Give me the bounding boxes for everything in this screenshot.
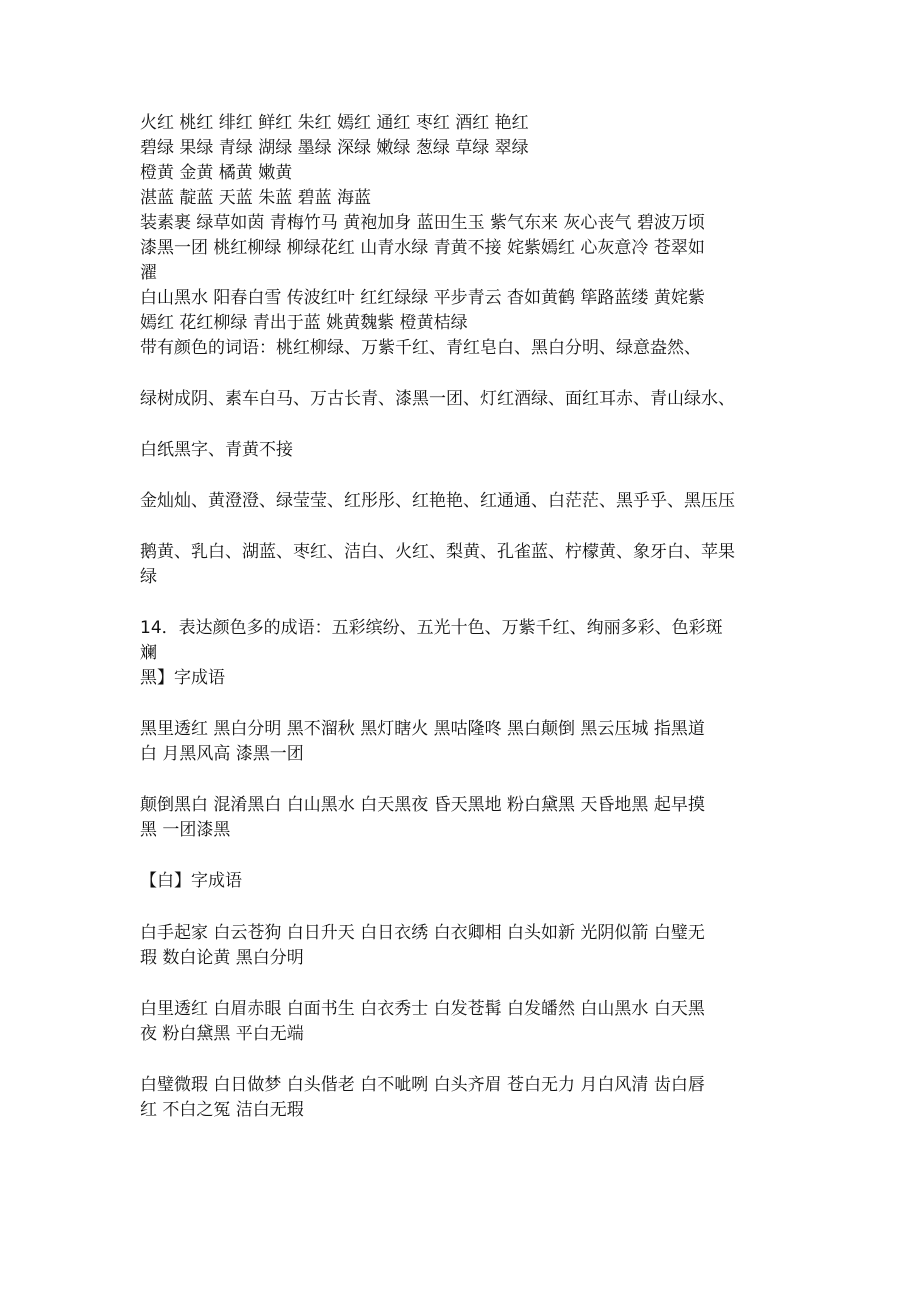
- paragraph-gap: [140, 894, 800, 921]
- section-heading: 黑】字成语: [140, 668, 225, 688]
- paragraph-gap: [140, 971, 800, 997]
- text-line: 湛蓝 靛蓝 天蓝 朱蓝 碧蓝 海蓝: [140, 188, 372, 208]
- text-line: 漆黑一团 桃红柳绿 柳绿花红 山青水绿 青黄不接 姹紫嫣红 心灰意冷 苍翠如: [140, 238, 705, 258]
- section-heading: 【白】字成语: [140, 871, 242, 891]
- paragraph-gap: [140, 514, 800, 540]
- text-line: 橙黄 金黄 橘黄 嫩黄: [140, 163, 293, 183]
- text-line: 白手起家 白云苍狗 白日升天 白日衣绣 白衣卿相 白头如新 光阴似箭 白璧无: [140, 923, 705, 943]
- paragraph-gap: [140, 691, 800, 717]
- text-line: 嫣红 花红柳绿 青出于蓝 姚黄魏紫 橙黄桔绿: [140, 313, 468, 333]
- text-line: 碧绿 果绿 青绿 湖绿 墨绿 深绿 嫩绿 葱绿 草绿 翠绿: [140, 138, 529, 158]
- text-line: 颠倒黑白 混淆黑白 白山黑水 白天黑夜 昏天黑地 粉白黛黑 天昏地黑 起早摸: [140, 795, 705, 815]
- text-line: 斓: [140, 643, 157, 663]
- text-line: 夜 粉白黛黑 平白无端: [140, 1024, 304, 1044]
- text-line: 白里透红 白眉赤眼 白面书生 白衣秀士 白发苍髯 白发皤然 白山黑水 白天黑: [140, 999, 705, 1019]
- paragraph-gap: [140, 767, 800, 793]
- paragraph-gap: [140, 412, 800, 438]
- text-line: 绿树成阴、素车白马、万古长青、漆黑一团、灯红酒绿、面红耳赤、青山绿水、: [140, 389, 735, 409]
- text-line: 白纸黑字、青黄不接: [140, 440, 293, 460]
- text-line: 金灿灿、黄澄澄、绿莹莹、红彤彤、红艳艳、红通通、白茫茫、黑乎乎、黑压压: [140, 491, 735, 511]
- text-line: 红 不白之冤 洁白无瑕: [140, 1100, 304, 1120]
- paragraph-gap: [140, 590, 800, 616]
- paragraph-gap: [140, 843, 800, 869]
- text-line: 白璧微瑕 白日做梦 白头偕老 白不呲咧 白头齐眉 苍白无力 月白风清 齿白唇: [140, 1075, 705, 1095]
- text-line: 黑里透红 黑白分明 黑不溜秋 黑灯瞎火 黑咕隆咚 黑白颠倒 黑云压城 指黑道: [140, 719, 705, 739]
- paragraph-gap: [140, 361, 800, 387]
- text-line: 白山黑水 阳春白雪 传波红叶 红红绿绿 平步青云 杳如黄鹤 筚路蓝缕 黄姹紫: [140, 288, 705, 308]
- document-body: [140, 111, 800, 1123]
- text-line: 装素裹 绿草如茵 青梅竹马 黄袍加身 蓝田生玉 紫气东来 灰心丧气 碧波万顷: [140, 213, 705, 233]
- text-line: 白 月黑风高 漆黑一团: [140, 744, 304, 764]
- text-line: 濯: [140, 263, 157, 283]
- paragraph-gap: [140, 1047, 800, 1073]
- text-line: 绿: [140, 567, 157, 587]
- text-line: 瑕 数白论黄 黑白分明: [140, 948, 304, 968]
- text-line: 黑 一团漆黑: [140, 820, 231, 840]
- text-line: 14．表达颜色多的成语：五彩缤纷、五光十色、万紫千红、绚丽多彩、色彩斑: [140, 618, 723, 638]
- text-line: 带有颜色的词语：桃红柳绿、万紫千红、青红皂白、黑白分明、绿意盎然、: [140, 338, 701, 358]
- paragraph-gap: [140, 463, 800, 489]
- text-line: 鹅黄、乳白、湖蓝、枣红、洁白、火红、梨黄、孔雀蓝、柠檬黄、象牙白、苹果: [140, 542, 735, 562]
- text-line: 火红 桃红 绯红 鲜红 朱红 嫣红 通红 枣红 酒红 艳红: [140, 113, 529, 133]
